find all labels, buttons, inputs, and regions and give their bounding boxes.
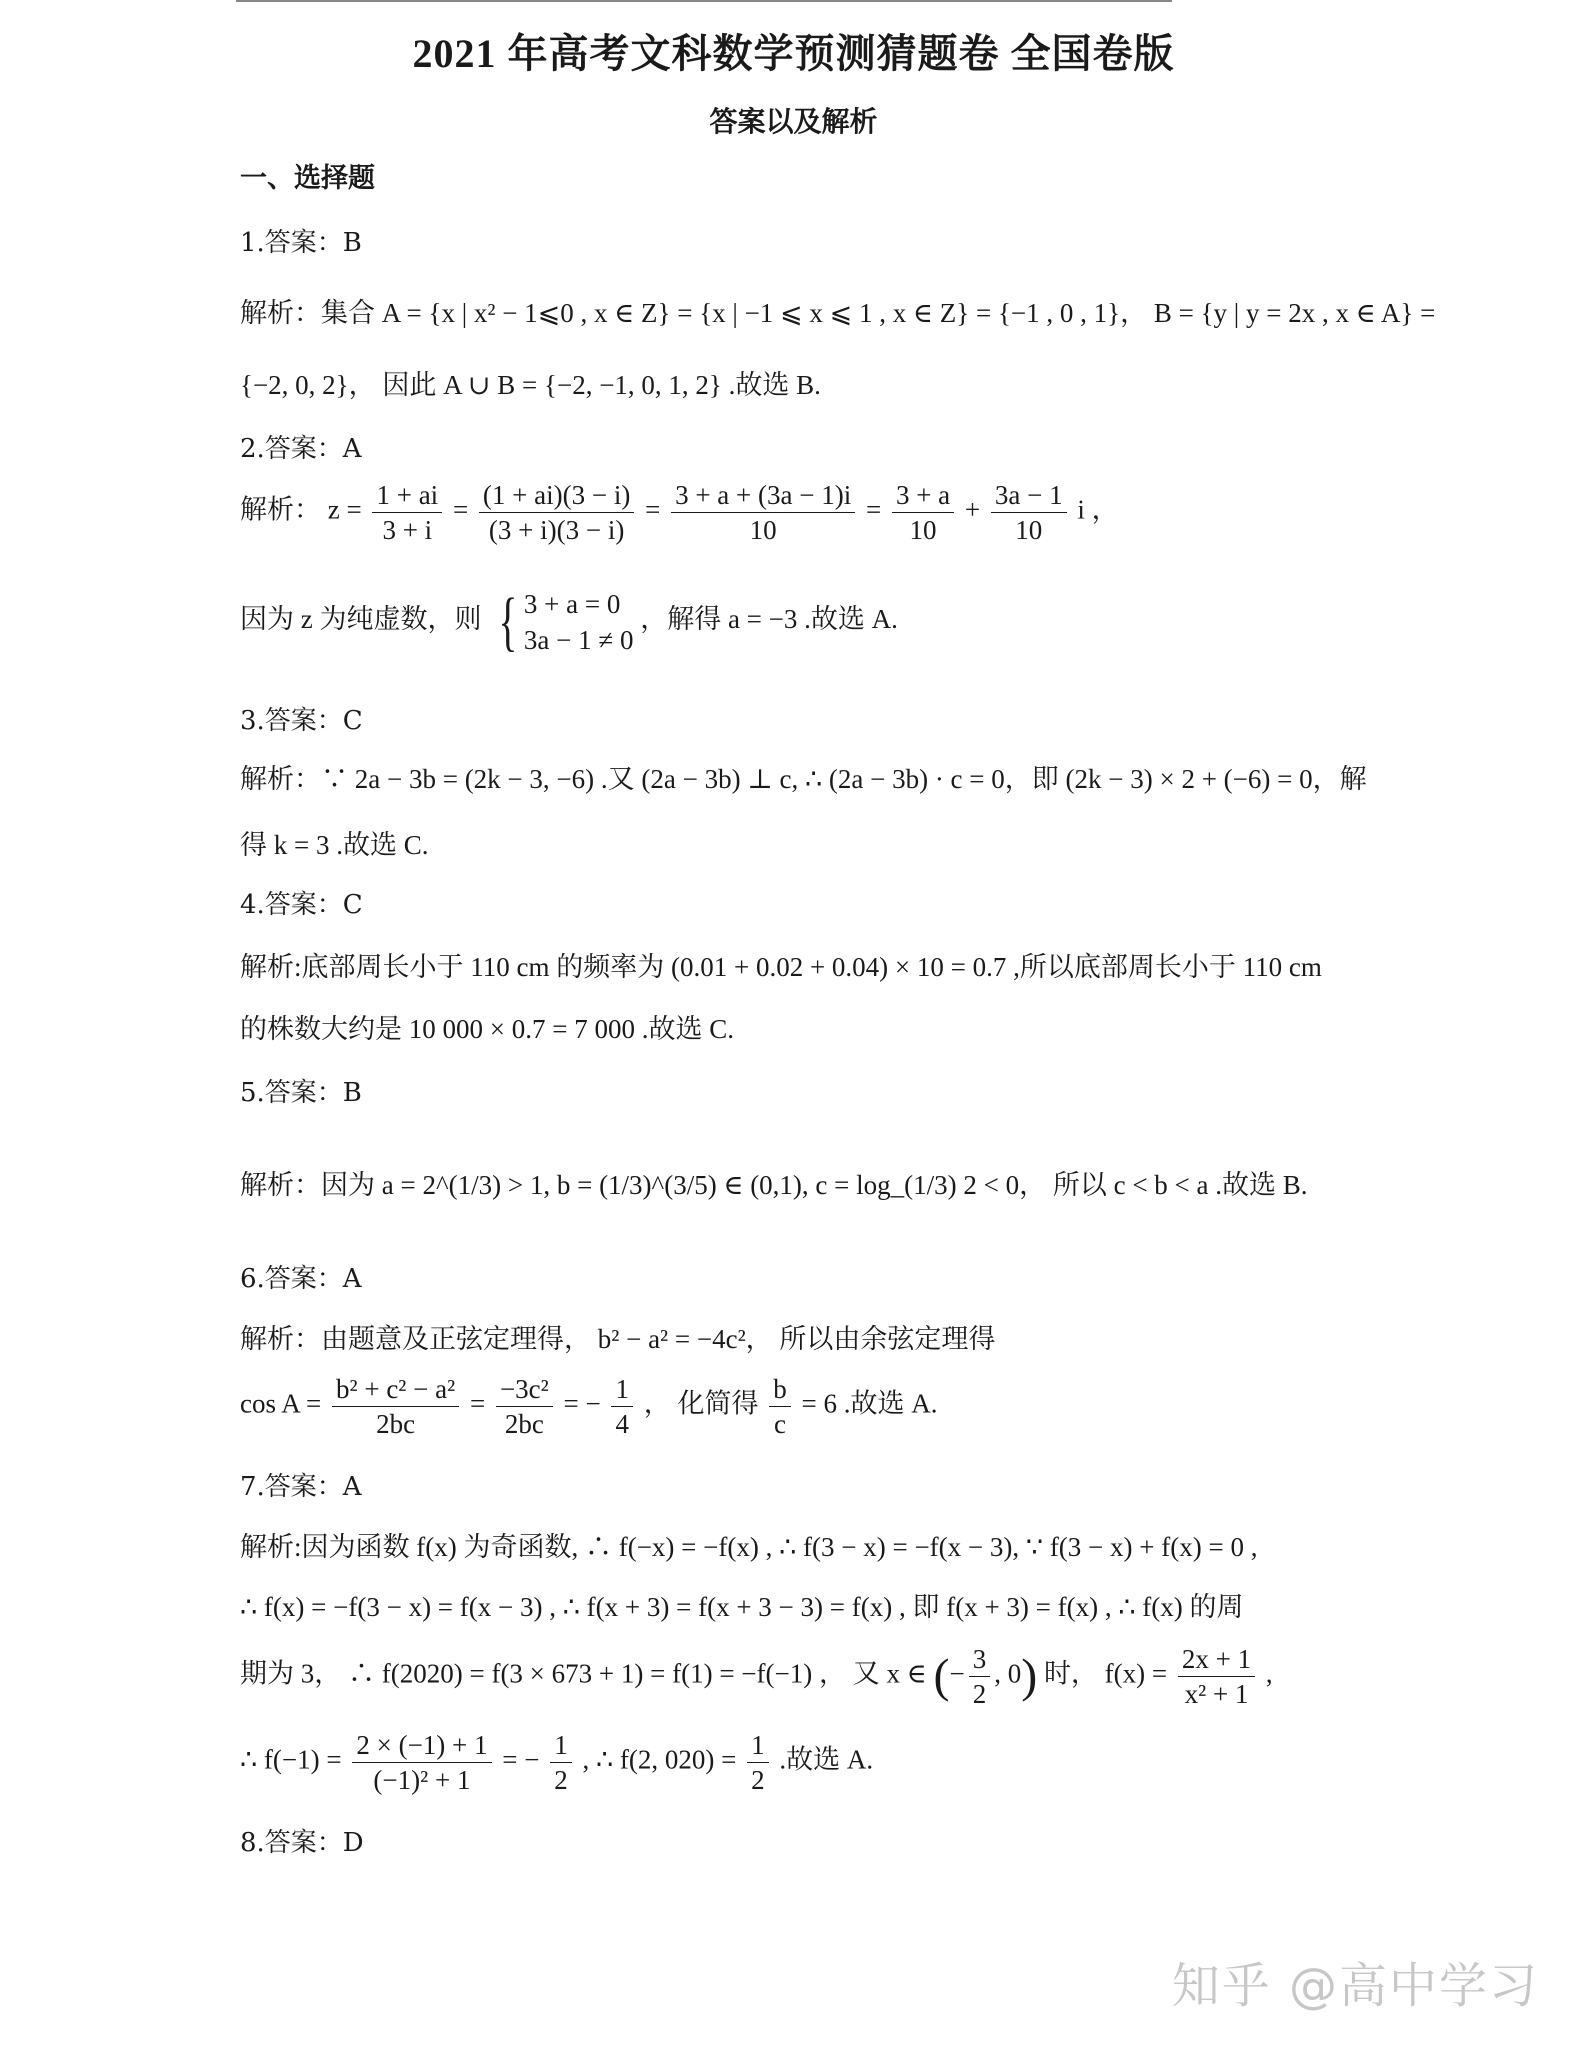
q7-explanation-line2: ∴ f(x) = −f(3 − x) = f(x − 3) , ∴ f(x + 3) = f(x + 3 − 3) = f(x) , 即 f(x + 3) = f(x) , ∴ f(x) 的周	[240, 1592, 1244, 1622]
q7-paren-close: )	[1021, 1649, 1038, 1703]
q6-eq-neg: = −	[563, 1388, 601, 1419]
page-subtitle: 答案以及解析	[709, 105, 878, 138]
q2-z-eq: z =	[327, 494, 362, 525]
q2-line2-result: ，解得 a = −3 .故选 A.	[640, 604, 898, 635]
q6-explanation-line2: cos A = $\frac{\text{b² + c² − a²}}{2bc}$ = $\frac{\text{−3c²}}{2bc}$ = − $\frac{1}{4}$ ， 化简得 $\frac{b}{c}$ = 6 .故选 A.	[240, 1374, 938, 1439]
q6-cos: cos A =	[240, 1388, 322, 1419]
q6-mid: ， 化简得	[643, 1388, 759, 1419]
q4-explanation-line2: 的株数大约是 10 000 × 0.7 = 7 000 .故选 C.	[240, 1014, 734, 1044]
q2-frac4: $\frac{3 + a}{10}$	[892, 478, 954, 547]
q7-line4-end: .故选 A.	[779, 1744, 874, 1775]
section-heading: 一、选择题	[240, 163, 375, 194]
q2-line2-text: 因为 z 为纯虚数，则	[240, 604, 482, 635]
q3-explanation-line2: 得 k = 3 .故选 C.	[240, 830, 429, 860]
q2-prefix: 解析：	[240, 494, 321, 525]
q7-line4-text: ∴ f(−1) =	[240, 1744, 342, 1775]
q4-answer: 4.答案：C	[240, 890, 363, 920]
q7-line4-text2: , ∴ f(2, 020) =	[582, 1744, 737, 1775]
q7-line3-text: 期为 3， ∴ f(2020) = f(3 × 673 + 1) = f(1) = −f(−1) ， 又 x ∈	[240, 1658, 927, 1689]
q7-line3-text2: 时， f(x) =	[1043, 1658, 1168, 1689]
q6-frac2: $\frac{\text{−3c²}}{2bc}$	[496, 1372, 553, 1441]
q2-tail: i ，	[1077, 494, 1119, 525]
q7-frac-half1: $\frac{1}{2}$	[550, 1728, 572, 1797]
q2-frac1: $\frac{1 + ai}{3 + i}$	[372, 478, 442, 547]
q6-end: = 6 .故选 A.	[801, 1388, 938, 1419]
q4-explanation-line1: 解析:底部周长小于 110 cm 的频率为 (0.01 + 0.02 + 0.04) × 10 = 0.7 ,所以底部周长小于 110 cm	[240, 952, 1322, 982]
q7-frac-f-1: $\frac{2 \times (-1) + 1}{\text{(−1)² + 1}}$	[352, 1728, 491, 1797]
q7-frac-half2: $\frac{1}{2}$	[747, 1728, 769, 1797]
q7-paren-open: (	[933, 1649, 950, 1703]
q5-explanation: 解析：因为 a = 2^(1/3) > 1, b = (1/3)^(3/5) ∈ (0,1), c = log_(1/3) 2 < 0， 所以 c < b < a .故选 B.	[240, 1170, 1308, 1200]
q2-system: { 3 + a = 0 3a − 1 ≠ 0	[498, 585, 634, 658]
watermark: 知乎 @高中学习	[1171, 1958, 1539, 2014]
q1-explanation-line2: {−2, 0, 2}， 因此 A ∪ B = {−2, −1, 0, 1, 2} .故选 B.	[240, 370, 821, 400]
q6-explanation-line1: 解析：由题意及正弦定理得， b² − a² = −4c²， 所以由余弦定理得	[240, 1324, 996, 1354]
q7-explanation-line1: 解析:因为函数 f(x) 为奇函数, ∴ f(−x) = −f(x) , ∴ f(3 − x) = −f(x − 3), ∵ f(3 − x) + f(x) = 0 ,	[240, 1532, 1258, 1562]
q3-explanation-line1: 解析：∵ 2a − 3b = (2k − 3, −6) .又 (2a − 3b) ⊥ c, ∴ (2a − 3b) · c = 0，即 (2k − 3) × 2 + (−6) = 0，解	[240, 764, 1367, 794]
q2-answer: 2.答案：A	[240, 434, 362, 464]
q5-answer: 5.答案：B	[240, 1078, 362, 1108]
q2-frac5: $\frac{3a - 1}{10}$	[991, 478, 1067, 547]
q2-frac3: $\frac{3 + a + (3a - 1)i}{10}$	[671, 478, 855, 547]
page-title: 2021 年高考文科数学预测猜题卷 全国卷版	[412, 31, 1175, 76]
q6-frac1: $\frac{\text{b² + c² − a²}}{2bc}$	[332, 1372, 459, 1441]
q7-explanation-line3: 期为 3， ∴ f(2020) = f(3 × 673 + 1) = f(1) = −f(−1) ， 又 x ∈ (− $\frac{3}{2}$ , 0) 时， f(x) = $\frac{2x + 1}{\text{x² + 1}}$ ,	[240, 1644, 1273, 1709]
q6-frac3: $\frac{1}{4}$	[611, 1372, 633, 1441]
q2-explanation-line1: 解析： z = $\frac{1 + ai}{3 + i}$ = $\frac{(1 + ai)(3 - i)}{(3 + i)(3 - i)}$ = $\frac{3 + a + (3a - 1)i}{10}$ = $\frac{3 + a}{10}$ + $\frac{3a - 1}{10}$ i ，	[240, 480, 1119, 545]
q2-frac2: $\frac{(1 + ai)(3 - i)}{(3 + i)(3 - i)}$	[479, 478, 634, 547]
q6-answer: 6.答案：A	[240, 1264, 362, 1294]
q7-frac-fx: $\frac{2x + 1}{\text{x² + 1}}$	[1178, 1642, 1255, 1711]
q7-frac-interval: $\frac{3}{2}$	[969, 1642, 991, 1711]
q7-explanation-line4: ∴ f(−1) = $\frac{2 \times (-1) + 1}{\text{(−1)² + 1}}$ = − $\frac{1}{2}$ , ∴ f(2, 020) = $\frac{1}{2}$ .故选 A.	[240, 1730, 874, 1795]
q6-frac4: $\frac{b}{c}$	[769, 1372, 791, 1441]
q1-explanation-line1: 解析：集合 A = {x | x² − 1⩽0 , x ∈ Z} = {x | −1 ⩽ x ⩽ 1 , x ∈ Z} = {−1 , 0 , 1}， B = {y | y = 2x , x ∈ A} =	[240, 298, 1436, 328]
q2-explanation-line2	[240, 586, 898, 658]
q1-answer: 1.答案：B	[240, 228, 362, 258]
q7-answer: 7.答案：A	[240, 1472, 362, 1502]
q8-answer: 8.答案：D	[240, 1828, 364, 1858]
q3-answer: 3.答案：C	[240, 706, 363, 736]
top-rule	[236, 0, 1172, 2]
